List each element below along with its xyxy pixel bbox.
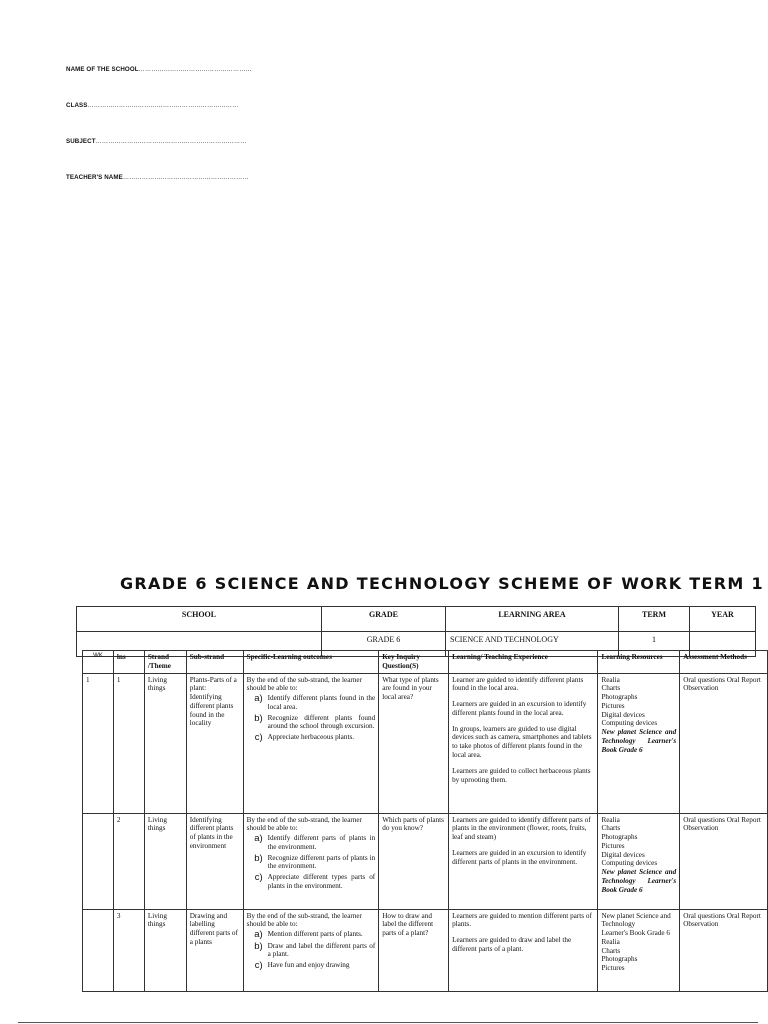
substrand-cell: Drawing and labelling different parts of a plants: [186, 909, 243, 991]
resource-item: Charts: [601, 684, 621, 693]
teacher-name-label: TEACHER'S NAME: [66, 174, 123, 181]
lesson-cell: 3: [113, 909, 144, 991]
info-header-term: TERM: [619, 607, 690, 632]
resource-item: Charts: [601, 946, 621, 955]
page-bottom-rule: [18, 1022, 758, 1023]
outcome-marker: a): [254, 929, 263, 941]
class-label: CLASS: [66, 102, 88, 109]
info-value-learning-area: SCIENCE AND TECHNOLOGY: [446, 632, 619, 657]
info-header-school: SCHOOL: [77, 607, 322, 632]
experience-paragraph: Learner are guided to identify different plants found in the local area.: [452, 675, 584, 693]
header-resources: Learning Resources: [598, 651, 680, 674]
substrand-cell: Plants-Parts of a plant: Identifying different plants found in the locality: [186, 673, 243, 813]
school-name-label: NAME OF THE SCHOOL: [66, 66, 139, 73]
experience-paragraph: In groups, learners are guided to use digital devices such as camera, smartphones and tablets to take photos of different plants found in the local area.: [452, 724, 592, 760]
resource-item: Photographs: [601, 693, 638, 702]
outcomes-intro: By the end of the sub-strand, the learner should be able to:: [246, 815, 363, 833]
outcome-text: Recognize different parts of plants in the environment.: [267, 853, 376, 871]
outcome-marker: c): [254, 872, 263, 884]
header-assessment: Assessment Methods: [680, 651, 768, 674]
outcomes-cell: [243, 813, 379, 909]
resource-item: Realia: [601, 937, 620, 946]
resource-item: Photographs: [601, 955, 638, 964]
resource-item: Realia: [601, 815, 620, 824]
info-header-grade: GRADE: [322, 607, 446, 632]
experience-paragraph: Learners are guided to identify different parts of plants in the environment (flower, roots, fruits, leaf and steam): [452, 815, 591, 842]
inquiry-cell: Which parts of plants do you know?: [379, 813, 449, 909]
assessment-cell: Oral questions Oral Report Observation: [680, 673, 768, 813]
resource-item: Pictures: [601, 841, 625, 850]
subject-blank: ………………………………………………………………: [95, 138, 247, 145]
info-value-term: 1: [619, 632, 690, 657]
resource-book: New planet Science and Technology Learner's Book Grade 6: [601, 728, 677, 754]
outcome-item: [247, 714, 376, 732]
experience-paragraph: Learners are guided in an excursion to identify different parts of plants in the environment.: [452, 848, 587, 866]
inquiry-cell: How to draw and label the different parts of a plant?: [379, 909, 449, 991]
lesson-cell: 1: [113, 673, 144, 813]
outcome-marker: c): [254, 960, 263, 972]
outcomes-list: [247, 834, 376, 891]
experience-paragraph: Learners are guided to draw and label the different parts of a plant.: [452, 936, 572, 953]
header-wk: WK: [83, 651, 114, 674]
header-substrand: Sub-strand: [186, 651, 243, 674]
resource-item: Computing devices: [601, 859, 658, 868]
teacher-name-field: [66, 174, 249, 181]
school-name-blank: ………………………………………………: [138, 66, 252, 73]
resource-book: New planet Science and Technology Learner's Book Grade 6: [601, 868, 677, 894]
teacher-name-blank: ……………………………………………………: [122, 174, 249, 181]
info-header-row: [77, 607, 756, 632]
outcome-marker: b): [254, 852, 263, 864]
outcome-text: Appreciate herbaceous plants.: [267, 733, 355, 742]
resources-cell: [598, 673, 680, 813]
subject-label: SUBJECT: [66, 138, 96, 145]
outcome-item: [247, 854, 376, 872]
outcomes-intro: By the end of the sub-strand, the learner should be able to:: [246, 675, 363, 693]
header-experience: Learning/ Teaching Experience: [449, 651, 598, 674]
outcome-text: Recognize different plants found around the school through excursion.: [267, 713, 376, 731]
outcome-text: Mention different parts of plants.: [267, 930, 363, 939]
outcome-item: [247, 942, 376, 960]
class-blank: ………………………………………………………………: [87, 102, 239, 109]
lesson-cell: 2: [113, 813, 144, 909]
experience-cell: [449, 813, 598, 909]
outcome-item: [247, 733, 376, 743]
outcome-marker: a): [254, 693, 263, 705]
outcome-item: [247, 930, 376, 940]
outcomes-cell: [243, 909, 379, 991]
subject-field: [66, 138, 247, 145]
resource-item: Digital devices: [601, 710, 645, 719]
experience-cell: [449, 909, 598, 991]
resource-item: Realia: [601, 675, 620, 684]
strand-cell: Living things: [144, 813, 186, 909]
outcome-text: Identify different parts of plants in the environment.: [267, 834, 376, 851]
resource-item: Photographs: [601, 833, 638, 842]
experience-paragraph: Learners are guided in an excursion to identify different plants found in the local area.: [452, 700, 587, 717]
outcomes-intro: By the end of the sub-strand, the learner should be able to:: [246, 911, 363, 929]
resource-item: Pictures: [601, 964, 625, 973]
week-cell: [83, 909, 114, 991]
outcome-text: Have fun and enjoy drawing: [267, 961, 350, 970]
scheme-header-row: [83, 651, 768, 674]
strand-cell: Living things: [144, 909, 186, 991]
strand-cell: Living things: [144, 673, 186, 813]
scheme-row: [83, 673, 768, 813]
resource-item: Charts: [601, 824, 621, 833]
outcomes-cell: [243, 673, 379, 813]
header-inquiry: Key Inquiry Question(S): [379, 651, 449, 674]
assessment-cell: Oral questions Oral Report Observation: [680, 909, 768, 991]
resource-item: Learner's Book Grade 6: [601, 929, 670, 938]
resource-item: Computing devices: [601, 719, 658, 728]
resource-item: Pictures: [601, 701, 625, 710]
substrand-cell: Identifying different plants of plants in the environment: [186, 813, 243, 909]
week-cell: [83, 813, 114, 909]
outcome-item: [247, 961, 376, 971]
outcome-marker: a): [254, 833, 263, 845]
week-cell: 1: [83, 673, 114, 813]
class-field: [66, 102, 238, 109]
outcome-marker: c): [254, 732, 263, 744]
info-header-learning-area: LEARNING AREA: [446, 607, 619, 632]
school-name-field: [66, 66, 252, 73]
scheme-table: [82, 650, 768, 992]
experience-cell: [449, 673, 598, 813]
scheme-row: [83, 909, 768, 991]
header-outcomes: Specific-Learning outcomes: [243, 651, 379, 674]
outcomes-list: [247, 694, 376, 743]
inquiry-cell: What type of plants are found in your local area?: [379, 673, 449, 813]
outcome-text: Identify different plants found in the local area.: [267, 694, 376, 711]
outcome-marker: b): [254, 940, 263, 952]
info-header-year: YEAR: [690, 607, 756, 632]
experience-paragraph: Learners are guided to collect herbaceous plants by uprooting them.: [452, 766, 591, 784]
experience-paragraph: Learners are guided to mention different parts of plants.: [452, 911, 592, 929]
outcome-text: Appreciate different types parts of plants in the environment.: [267, 873, 376, 891]
scheme-row: [83, 813, 768, 909]
assessment-cell: Oral questions Oral Report Observation: [680, 813, 768, 909]
resource-item: New planet Science and Technology: [601, 911, 671, 929]
resources-cell: [598, 813, 680, 909]
page-title: GRADE 6 SCIENCE AND TECHNOLOGY SCHEME OF WORK TERM 1: [120, 574, 764, 593]
outcome-item: [247, 694, 376, 712]
header-lns: lns: [113, 651, 144, 674]
outcome-item: [247, 873, 376, 891]
resource-item: Digital devices: [601, 850, 645, 859]
outcomes-list: [247, 930, 376, 971]
header-strand: Strand /Theme: [144, 651, 186, 674]
outcome-marker: b): [254, 712, 263, 724]
info-value-grade: GRADE 6: [322, 632, 446, 657]
outcome-text: Draw and label the different parts of a plant.: [267, 941, 376, 959]
outcome-item: [247, 834, 376, 852]
resources-cell: [598, 909, 680, 991]
